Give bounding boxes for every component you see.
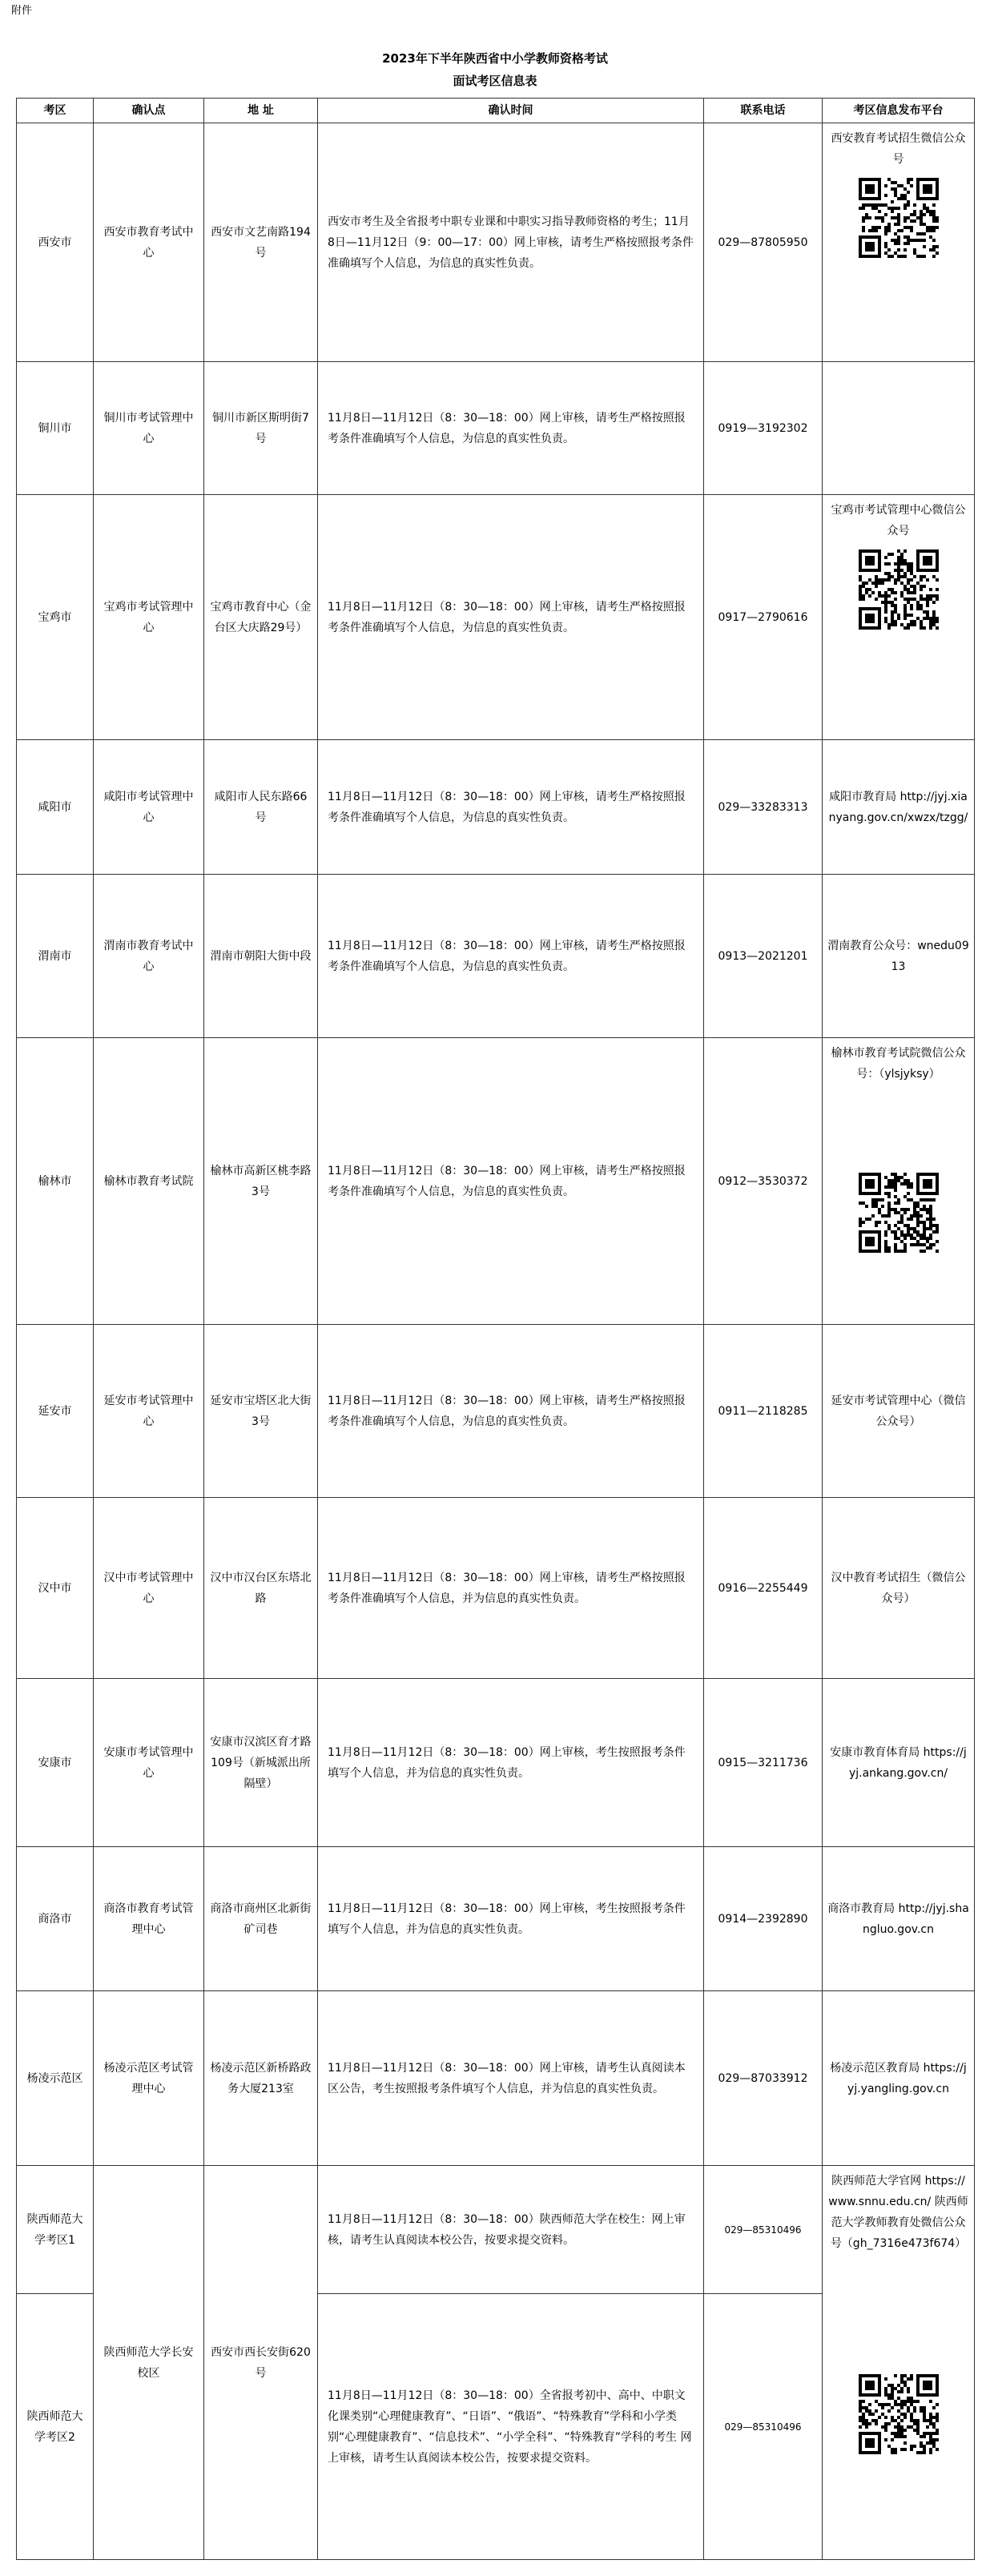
point-cell: 陕西师范大学长安校区 xyxy=(94,2166,204,2560)
area-cell: 宝鸡市 xyxy=(17,495,94,740)
area-cell: 西安市 xyxy=(17,123,94,362)
point-cell: 榆林市教育考试院 xyxy=(94,1038,204,1325)
area-cell: 陕西师范大学考区2 xyxy=(17,2294,94,2560)
platform-text: 陕西师范大学官网 https://www.snnu.edu.cn/ 陕西师范大学教师教育处微信公众号（gh_7316e473f674） xyxy=(828,2175,968,2250)
area-cell: 榆林市 xyxy=(17,1038,94,1325)
point-cell: 咸阳市考试管理中心 xyxy=(94,740,204,875)
address-cell: 汉中市汉台区东塔北路 xyxy=(204,1498,318,1679)
area-cell: 咸阳市 xyxy=(17,740,94,875)
table-row xyxy=(17,2166,975,2294)
point-cell: 商洛市教育考试管理中心 xyxy=(94,1847,204,1991)
phone-cell: 029—33283313 xyxy=(704,740,823,875)
point-cell: 汉中市考试管理中心 xyxy=(94,1498,204,1679)
address-cell: 西安市文艺南路194号 xyxy=(204,123,318,362)
phone-cell: 0917—2790616 xyxy=(704,495,823,740)
phone-cell: 029—85310496 xyxy=(704,2166,823,2294)
table-row xyxy=(17,875,975,1038)
time-cell: 11月8日—11月12日（8：30—18：00）全省报考初中、高中、中职文化课类别“心理健康教育”、“日语”、“俄语”、“特殊教育”学科和小学类别“心理健康教育”、“信息技术”、“小学全科”、“特殊教育”学科的考生 网上审核，请考生认真阅读本校公告，按要求提交资料。 xyxy=(318,2294,704,2560)
page-subtitle: 面试考区信息表 xyxy=(453,74,537,88)
address-cell: 咸阳市人民东路66号 xyxy=(204,740,318,875)
header-time: 确认时间 xyxy=(318,99,704,123)
point-cell: 铜川市考试管理中心 xyxy=(94,362,204,495)
table-row xyxy=(17,740,975,875)
area-cell: 杨凌示范区 xyxy=(17,1991,94,2166)
time-cell: 西安市考生及全省报考中职专业课和中职实习指导教师资格的考生；11月8日—11月12日（9：00—17：00）网上审核，请考生严格按照报考条件准确填写个人信息，为信息的真实性负责。 xyxy=(318,123,704,362)
address-cell: 宝鸡市教育中心（金台区大庆路29号） xyxy=(204,495,318,740)
platform-cell: 安康市教育体育局 https://jyj.ankang.gov.cn/ xyxy=(823,1679,975,1847)
exam-area-table xyxy=(16,98,975,2560)
address-cell: 铜川市新区斯明街7号 xyxy=(204,362,318,495)
address-cell: 西安市西长安街620号 xyxy=(204,2166,318,2560)
phone-cell: 029—85310496 xyxy=(704,2294,823,2560)
header-area: 考区 xyxy=(17,99,94,123)
phone-cell: 0911—2118285 xyxy=(704,1325,823,1498)
table-row xyxy=(17,1038,975,1325)
point-cell: 安康市考试管理中心 xyxy=(94,1679,204,1847)
point-cell: 宝鸡市考试管理中心 xyxy=(94,495,204,740)
table-row xyxy=(17,1498,975,1679)
platform-cell xyxy=(823,123,975,362)
time-cell: 11月8日—11月12日（8：30—18：00）网上审核，考生按照报考条件填写个人信息，并为信息的真实性负责。 xyxy=(318,1679,704,1847)
header-phone: 联系电话 xyxy=(704,99,823,123)
time-cell: 11月8日—11月12日（8：30—18：00）网上审核，请考生严格按照报考条件准确填写个人信息，为信息的真实性负责。 xyxy=(318,875,704,1038)
wechat-qr-code-icon xyxy=(859,2374,939,2454)
table-row xyxy=(17,495,975,740)
area-cell: 安康市 xyxy=(17,1679,94,1847)
point-cell: 杨凌示范区考试管理中心 xyxy=(94,1991,204,2166)
platform-cell xyxy=(823,362,975,495)
area-cell: 延安市 xyxy=(17,1325,94,1498)
platform-cell xyxy=(823,1038,975,1325)
phone-cell: 0912—3530372 xyxy=(704,1038,823,1325)
platform-text: 宝鸡市考试管理中心微信公众号 xyxy=(831,504,966,537)
phone-cell: 029—87805950 xyxy=(704,123,823,362)
header-address: 地 址 xyxy=(204,99,318,123)
time-cell: 11月8日—11月12日（8：30—18：00）网上审核，请考生严格按照报考条件准确填写个人信息，为信息的真实性负责。 xyxy=(318,740,704,875)
phone-cell: 029—87033912 xyxy=(704,1991,823,2166)
platform-cell: 渭南教育公众号：wnedu0913 xyxy=(823,875,975,1038)
time-cell: 11月8日—11月12日（8：30—18：00）网上审核，请考生严格按照报考条件准确填写个人信息，为信息的真实性负责。 xyxy=(318,362,704,495)
time-cell: 11月8日—11月12日（8：30—18：00）网上审核，请考生严格按照报考条件准确填写个人信息，为信息的真实性负责。 xyxy=(318,1038,704,1325)
area-cell: 铜川市 xyxy=(17,362,94,495)
page-title: 2023年下半年陕西省中小学教师资格考试 xyxy=(382,51,608,66)
time-cell: 11月8日—11月12日（8：30—18：00）陕西师范大学在校生：网上审核，请考生认真阅读本校公告，按要求提交资料。 xyxy=(318,2166,704,2294)
address-cell: 安康市汉滨区育才路109号（新城派出所隔壁） xyxy=(204,1679,318,1847)
point-cell: 渭南市教育考试中心 xyxy=(94,875,204,1038)
platform-text: 西安教育考试招生微信公众号 xyxy=(831,132,966,166)
area-cell: 汉中市 xyxy=(17,1498,94,1679)
platform-cell: 延安市考试管理中心（微信公众号） xyxy=(823,1325,975,1498)
point-cell: 延安市考试管理中心 xyxy=(94,1325,204,1498)
phone-cell: 0915—3211736 xyxy=(704,1679,823,1847)
wechat-qr-code-icon xyxy=(859,549,939,630)
address-cell: 杨凌示范区新桥路政务大厦213室 xyxy=(204,1991,318,2166)
area-cell: 商洛市 xyxy=(17,1847,94,1991)
platform-cell: 咸阳市教育局 http://jyj.xianyang.gov.cn/xwzx/tzgg/ xyxy=(823,740,975,875)
time-cell: 11月8日—11月12日（8：30—18：00）网上审核，请考生认真阅读本区公告，考生按照报考条件填写个人信息，并为信息的真实性负责。 xyxy=(318,1991,704,2166)
time-cell: 11月8日—11月12日（8：30—18：00）网上审核，考生按照报考条件填写个人信息，并为信息的真实性负责。 xyxy=(318,1847,704,1991)
header-platform: 考区信息发布平台 xyxy=(823,99,975,123)
platform-cell xyxy=(823,495,975,740)
platform-cell: 杨凌示范区教育局 https://jyj.yangling.gov.cn xyxy=(823,1991,975,2166)
table-row xyxy=(17,362,975,495)
area-cell: 陕西师范大学考区1 xyxy=(17,2166,94,2294)
time-cell: 11月8日—11月12日（8：30—18：00）网上审核，请考生严格按照报考条件准确填写个人信息，为信息的真实性负责。 xyxy=(318,1325,704,1498)
phone-cell: 0914—2392890 xyxy=(704,1847,823,1991)
table-row xyxy=(17,1991,975,2166)
address-cell: 渭南市朝阳大街中段 xyxy=(204,875,318,1038)
address-cell: 商洛市商州区北新街矿司巷 xyxy=(204,1847,318,1991)
header-point: 确认点 xyxy=(94,99,204,123)
table-row xyxy=(17,1325,975,1498)
phone-cell: 0919—3192302 xyxy=(704,362,823,495)
area-cell: 渭南市 xyxy=(17,875,94,1038)
wechat-qr-code-icon xyxy=(859,1173,939,1253)
address-cell: 延安市宝塔区北大街3号 xyxy=(204,1325,318,1498)
table-row xyxy=(17,1847,975,1991)
platform-text: 榆林市教育考试院微信公众号：（ylsjyksy） xyxy=(831,1047,966,1081)
phone-cell: 0916—2255449 xyxy=(704,1498,823,1679)
time-cell: 11月8日—11月12日（8：30—18：00）网上审核，请考生严格按照报考条件准确填写个人信息，并为信息的真实性负责。 xyxy=(318,1498,704,1679)
table-header-row xyxy=(17,99,975,123)
platform-cell: 汉中教育考试招生（微信公众号） xyxy=(823,1498,975,1679)
phone-cell: 0913—2021201 xyxy=(704,875,823,1038)
time-cell: 11月8日—11月12日（8：30—18：00）网上审核，请考生严格按照报考条件准确填写个人信息，为信息的真实性负责。 xyxy=(318,495,704,740)
platform-cell: 商洛市教育局 http://jyj.shangluo.gov.cn xyxy=(823,1847,975,1991)
attachment-label: 附件 xyxy=(11,5,33,17)
table-row xyxy=(17,123,975,362)
point-cell: 西安市教育考试中心 xyxy=(94,123,204,362)
table-row xyxy=(17,1679,975,1847)
address-cell: 榆林市高新区桃李路3号 xyxy=(204,1038,318,1325)
platform-cell xyxy=(823,2166,975,2560)
wechat-qr-code-icon xyxy=(859,178,939,258)
